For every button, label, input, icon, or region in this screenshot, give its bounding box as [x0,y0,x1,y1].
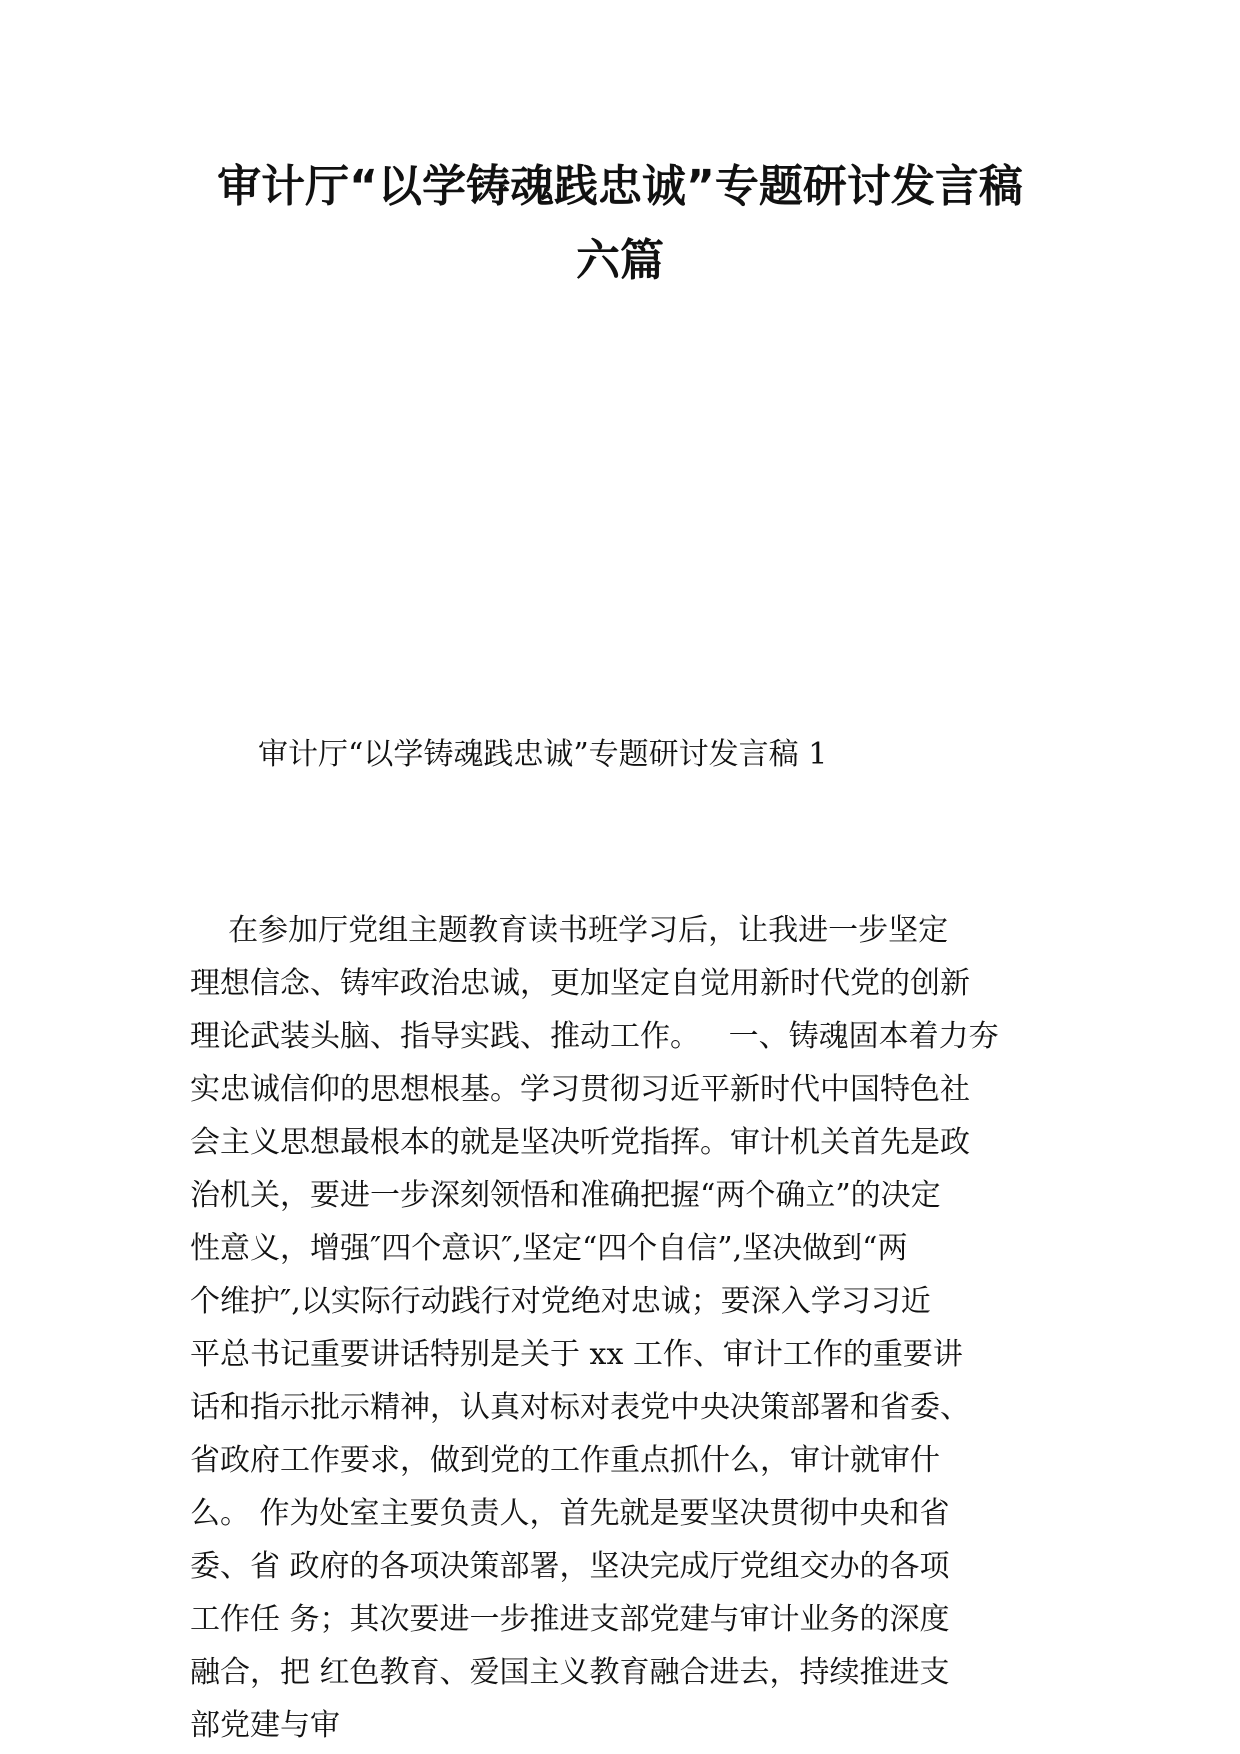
body-line: 个维护″,以实际行动践行对党绝对忠诚；要深入学习习近 [190,1284,931,1319]
body-line: 治机关，要进一步深刻领悟和准确把握“两个确立”的决定 [190,1178,941,1213]
body-line: 会主义思想最根本的就是坚决听党指挥。审计机关首先是政 [190,1125,970,1160]
body-line: 委、省 政府的各项决策部署，坚决完成厅党组交办的各项 [190,1549,950,1584]
body-line: 平总书记重要讲话特别是关于 xx 工作、审计工作的重要讲 [190,1337,963,1372]
body-line: 理想信念、铸牢政治忠诚，更加坚定自觉用新时代党的创新 [190,966,970,1001]
body-line: 融合，把 红色教育、爱国主义教育融合进去，持续推进支 [190,1655,950,1690]
body-line: 理论武装头脑、指导实践、推动工作。 一、铸魂固本着力夯 [190,1019,999,1054]
body-line: 话和指示批示精神，认真对标对表党中央决策部署和省委、 [190,1390,970,1425]
body-line: 性意义，增强″四个意识″,坚定“四个自信”,坚决做到“两 [190,1231,908,1266]
body-line: 在参加厅党组主题教育读书班学习后，让我进一步坚定 [190,913,949,948]
body-line: 工作任 务；其次要进一步推进支部党建与审计业务的深度 [190,1602,950,1637]
body-line: 么。 作为处室主要负责人，首先就是要坚决贯彻中央和省 [190,1496,950,1531]
body-paragraph [190,904,1070,1752]
document-title [150,150,1090,298]
title-line-2: 六篇 [576,235,664,286]
body-line: 部党建与审 [190,1708,340,1743]
body-line: 实忠诚信仰的思想根基。学习贯彻习近平新时代中国特色社 [190,1072,970,1107]
title-line-1: 审计厅“以学铸魂践忠诚”专题研讨发言稿 [217,161,1023,212]
body-line: 省政府工作要求，做到党的工作重点抓什么，审计就审什 [190,1443,940,1478]
section-heading: 审计厅“以学铸魂践忠诚”专题研讨发言稿 1 [258,737,828,772]
